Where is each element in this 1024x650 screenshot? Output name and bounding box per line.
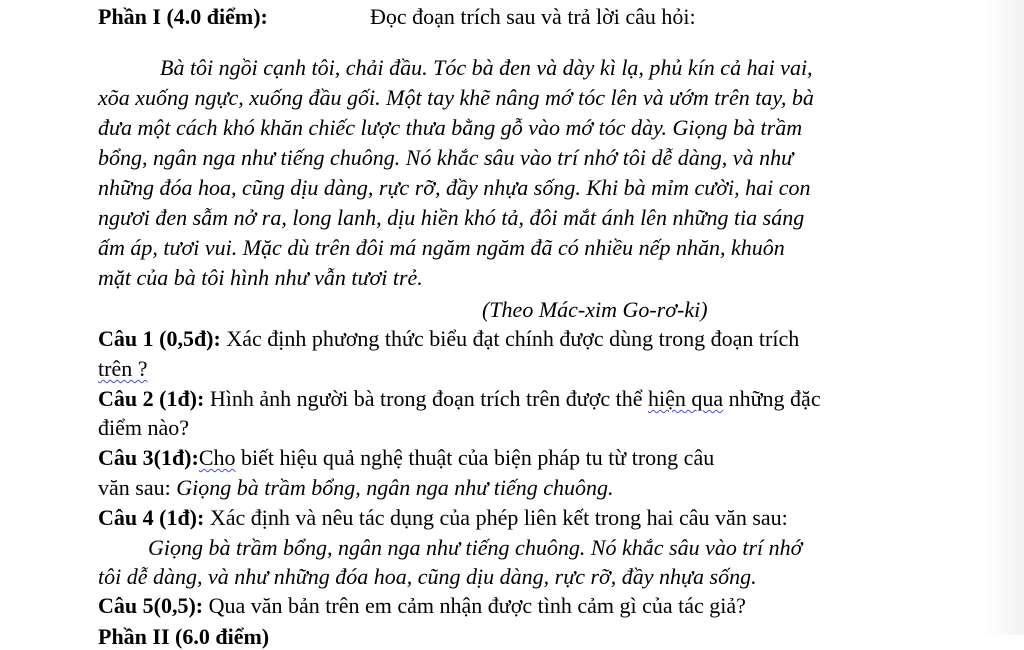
question-text: những đặc [723, 386, 821, 411]
passage-line: ngươi đen sẫm nở ra, long lanh, dịu hiền khó tả, đôi mắt ánh lên những tia sáng [98, 205, 805, 230]
question-text: hiện qua [647, 386, 724, 411]
next-part-heading: Phần II (6.0 điểm) [98, 624, 270, 649]
question-text: văn sau: [98, 475, 177, 500]
question-text: Xác định phương thức biểu đạt chính được dùng trong đoạn trích [220, 326, 800, 351]
question-quote: Giọng bà trầm bổng, ngân nga như tiếng chuông. [176, 475, 614, 500]
page-edge-shadow [982, 0, 1024, 635]
question-text: biết hiệu quả nghệ thuật của biện pháp tu từ trong câu [235, 445, 715, 470]
question-quote: tôi dễ dàng, và như những đóa hoa, cũng dịu dàng, rực rỡ, đầy nhựa sống. [98, 564, 757, 589]
question-text: Xác định và nêu tác dụng của phép liên kết trong hai câu văn sau: [204, 505, 788, 530]
question-label: Câu 3(1đ): [98, 445, 199, 470]
passage-source: (Theo Mác-xim Go-rơ-ki) [482, 297, 708, 322]
question-label: Câu 1 (0,5đ): [98, 326, 221, 351]
passage-line: xõa xuống ngực, xuống đầu gối. Một tay khẽ nâng mớ tóc lên và ướm trên tay, bà [98, 85, 814, 110]
passage-line: ấm áp, tươi vui. Mặc dù trên đôi má ngăm ngăm đã có nhiều nếp nhăn, khuôn [98, 235, 785, 260]
part-label: Phần I (4.0 điểm): [98, 4, 268, 29]
passage-line: những đóa hoa, cũng dịu dàng, rực rỡ, đầy nhựa sống. Khi bà mỉm cười, hai con [98, 175, 811, 200]
instruction-text: Đọc đoạn trích sau và trả lời câu hỏi: [370, 4, 696, 29]
question-quote: Giọng bà trầm bổng, ngân nga như tiếng chuông. Nó khắc sâu vào trí nhớ [148, 535, 803, 560]
passage-line: đưa một cách khó khăn chiếc lược thưa bằng gỗ vào mớ tóc dày. Giọng bà trầm [98, 115, 803, 140]
passage-line: Bà tôi ngồi cạnh tôi, chải đầu. Tóc bà đen và dày kì lạ, phủ kín cả hai vai, [160, 55, 813, 80]
question-label: Câu 5(0,5): [98, 593, 204, 618]
question-text: trên ? [98, 356, 148, 381]
question-text: Qua văn bản trên em cảm nhận được tình cảm gì của tác giả? [203, 593, 746, 618]
passage-line: bổng, ngân nga như tiếng chuông. Nó khắc sâu vào trí nhớ tôi dễ dàng, và như [98, 145, 794, 170]
question-label: Câu 2 (1đ): [98, 386, 205, 411]
question-text: Hình ảnh người bà trong đoạn trích trên được thể [204, 386, 648, 411]
question-text: Cho [198, 445, 236, 470]
question-label: Câu 4 (1đ): [98, 505, 205, 530]
question-text: điểm nào? [98, 415, 190, 440]
passage-line: mặt của bà tôi hình như vẫn tươi trẻ. [98, 265, 423, 290]
